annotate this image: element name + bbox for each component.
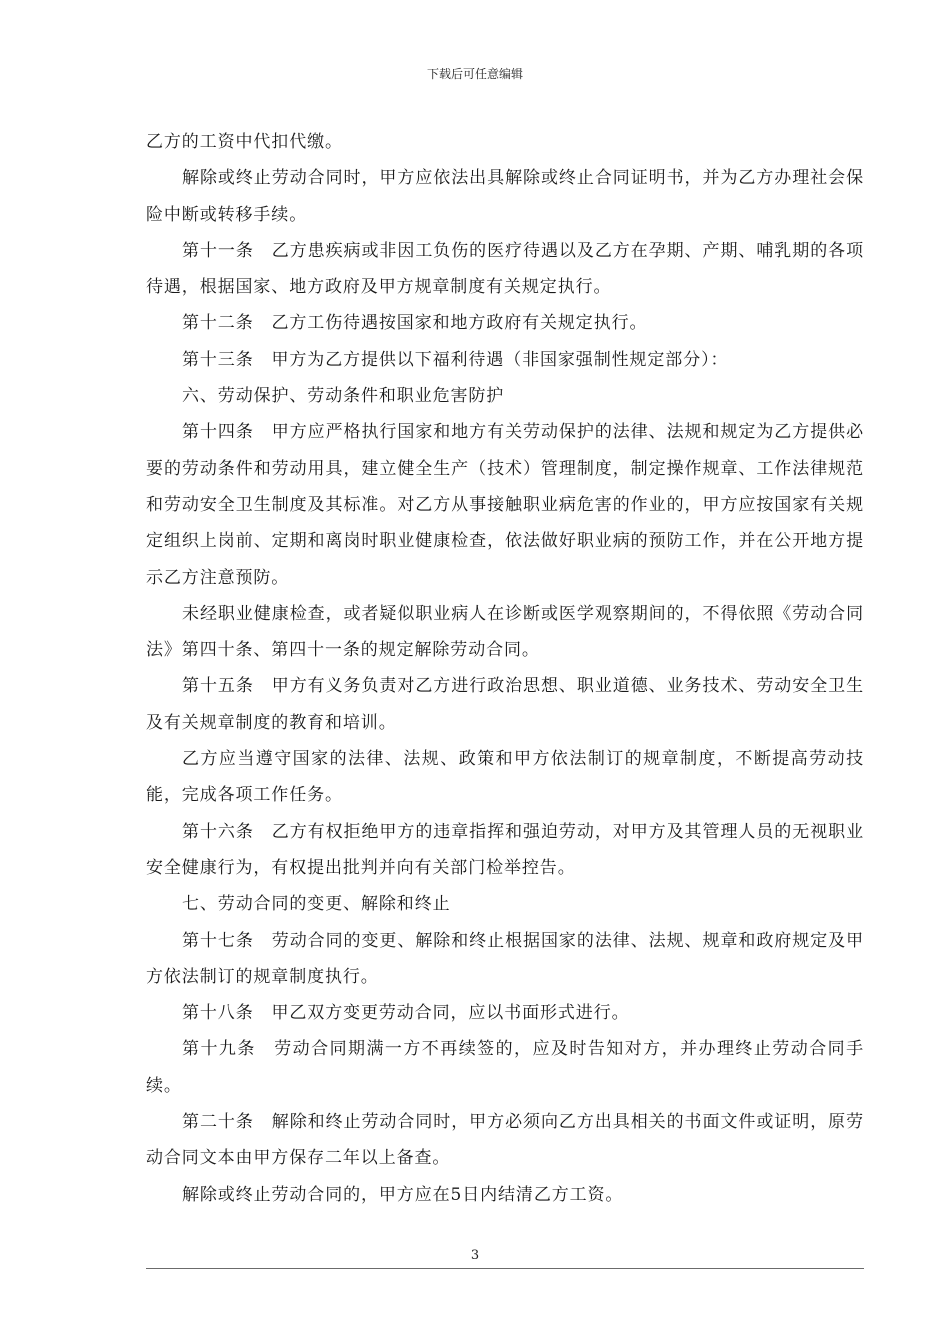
article-12: 第十二条 乙方工伤待遇按国家和地方政府有关规定执行。 (182, 313, 648, 334)
article-11: 第十一条 乙方患疾病或非因工负伤的医疗待遇以及乙方在孕期、产期、哺乳期的各项待遇，根据国家、地方政府及甲方规章制度有关规定执行。 (146, 240, 864, 298)
paragraph-health-check: 未经职业健康检查，或者疑似职业病人在诊断或医学观察期间的，不得依照《劳动合同法》第四十条、第四十一条的规定解除劳动合同。 (146, 603, 864, 661)
paragraph-2: 解除或终止劳动合同时，甲方应依法出具解除或终止合同证明书，并为乙方办理社会保险中断或转移手续。 (146, 168, 864, 225)
article-18: 第十八条 甲乙双方变更劳动合同，应以书面形式进行。 (182, 1003, 630, 1024)
footer-divider (146, 1268, 864, 1269)
page-number: 3 (470, 1248, 480, 1263)
article-19: 第十九条 劳动合同期满一方不再续签的，应及时告知对方，并办理终止劳动合同手续。 (146, 1039, 864, 1096)
paragraph-settle-wages: 解除或终止劳动合同的，甲方应在5日内结清乙方工资。 (182, 1184, 624, 1205)
article-14: 第十四条 甲方应严格执行国家和地方有关劳动保护的法律、法规和规定为乙方提供必要的劳动条件和劳动用具，建立健全生产（技术）管理制度，制定操作规章、工作法律规范和劳动安全卫生制度及其标准。对乙方从事接触职业病危害的作业的，甲方应按国家有关规定组织上岗前、定期和离岗时职业健康检查，依法做好职业病的预防工作，并在公开地方提示乙方注意预防。 (146, 422, 864, 588)
page-header: 下载后可任意编辑 (426, 67, 523, 81)
document-body (146, 124, 864, 1213)
paragraph-1: 乙方的工资中代扣代缴。 (146, 132, 343, 152)
article-20: 第二十条 解除和终止劳动合同时，甲方必须向乙方出具相关的书面文件或证明，原劳动合同文本由甲方保存二年以上备查。 (146, 1112, 864, 1169)
section-heading-6: 六、劳动保护、劳动条件和职业危害防护 (182, 386, 505, 407)
article-13: 第十三条 甲方为乙方提供以下福利待遇（非国家强制性规定部分）： (182, 349, 729, 370)
paragraph-obey-rules: 乙方应当遵守国家的法律、法规、政策和甲方依法制订的规章制度，不断提高劳动技能，完成各项工作任务。 (146, 749, 864, 806)
section-heading-7: 七、劳动合同的变更、解除和终止 (182, 894, 451, 915)
article-15: 第十五条 甲方有义务负责对乙方进行政治思想、职业道德、业务技术、劳动安全卫生及有关规章制度的教育和培训。 (146, 676, 864, 733)
article-17: 第十七条 劳动合同的变更、解除和终止根据国家的法律、法规、规章和政府规定及甲方依法制订的规章制度执行。 (146, 930, 864, 987)
article-16: 第十六条 乙方有权拒绝甲方的违章指挥和强迫劳动，对甲方及其管理人员的无视职业安全健康行为，有权提出批判并向有关部门检举控告。 (146, 821, 864, 878)
